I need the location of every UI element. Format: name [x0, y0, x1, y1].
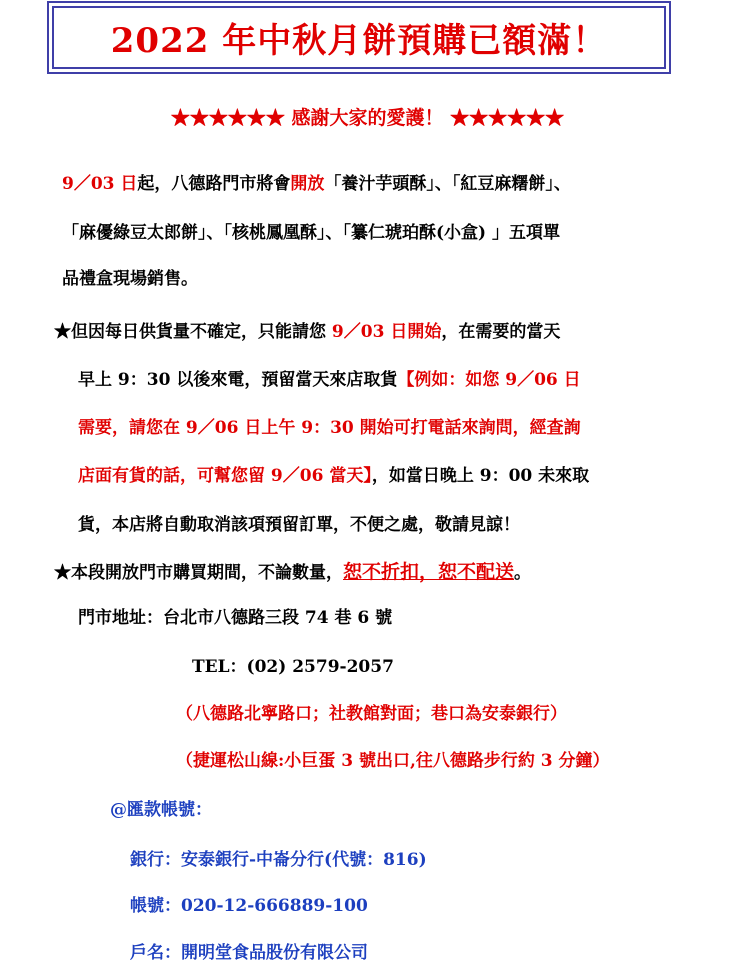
store-tel: TEL：(02) 2579-2057: [192, 657, 394, 677]
page-title: 2022 年中秋月餅預購已額滿！: [110, 21, 608, 61]
para2-line2: [78, 365, 581, 390]
para1-line1: [62, 169, 571, 194]
bank-account: 帳號：020-12-666889-100: [130, 896, 368, 916]
no-discount-note: 恕不折扣，恕不配送: [343, 561, 515, 583]
bank-heading: @匯款帳號：: [110, 800, 212, 820]
open-date: 9／03 日: [62, 174, 138, 194]
store-location-note: （八德路北寧路口；社教館對面；巷口為安泰銀行）: [176, 704, 567, 724]
para2-line5: 貨，本店將自動取消該項預留訂單，不便之處，敬請見諒！: [78, 515, 520, 535]
thanks-line: ★★★★★★ 感謝大家的愛護！ ★★★★★★: [170, 107, 565, 129]
para2-text-b: ，在需要的當天: [441, 322, 561, 342]
open-word: 開放: [290, 174, 325, 194]
store-address: 門市地址：台北市八德路三段 74 巷 6 號: [78, 608, 393, 628]
para2-line3: 需要，請您在 9／06 日上午 9：30 開始可打電話來詢問，經查詢: [78, 418, 581, 438]
account-holder: 戶名：開明堂食品股份有限公司: [130, 943, 368, 963]
para1-text-b: 「養汁芋頭酥」、「紅豆麻糬餅」、: [324, 174, 571, 194]
bank-name: 銀行：安泰銀行-中崙分行(代號：816): [130, 850, 427, 870]
para2-text-a: ★但因每日供貨量不確定，只能請您: [54, 322, 332, 342]
para2-line4: [78, 461, 589, 486]
para3-text-c: 。: [514, 563, 532, 583]
para2-line2-text: 早上 9：30 以後來電，預留當天來店取貨: [78, 370, 398, 390]
para3-line: [54, 557, 531, 584]
para1-line3: 品禮盒現場銷售。: [62, 269, 198, 289]
para1-text-a: 起，八德路門市將會: [137, 174, 291, 194]
para3-text-a: ★本段開放門市購買期間，不論數量，: [54, 563, 343, 583]
title-banner: [52, 6, 666, 69]
store-mrt-note: （捷運松山線:小巨蛋 3 號出口,往八德路步行約 3 分鐘）: [176, 751, 610, 771]
para1-line2: 「麻優綠豆太郎餅」、「核桃鳳凰酥」、「纂仁琥珀酥(小盒) 」五項單: [62, 223, 561, 243]
example-end: 店面有貨的話，可幫您留 9／06 當天】: [78, 466, 372, 486]
example-start: 【例如：如您 9／06 日: [397, 370, 581, 390]
para2-line4-text: ，如當日晚上 9：00 未來取: [371, 466, 590, 486]
start-date: 9／03 日開始: [331, 322, 442, 342]
para2-line1: [54, 317, 560, 342]
